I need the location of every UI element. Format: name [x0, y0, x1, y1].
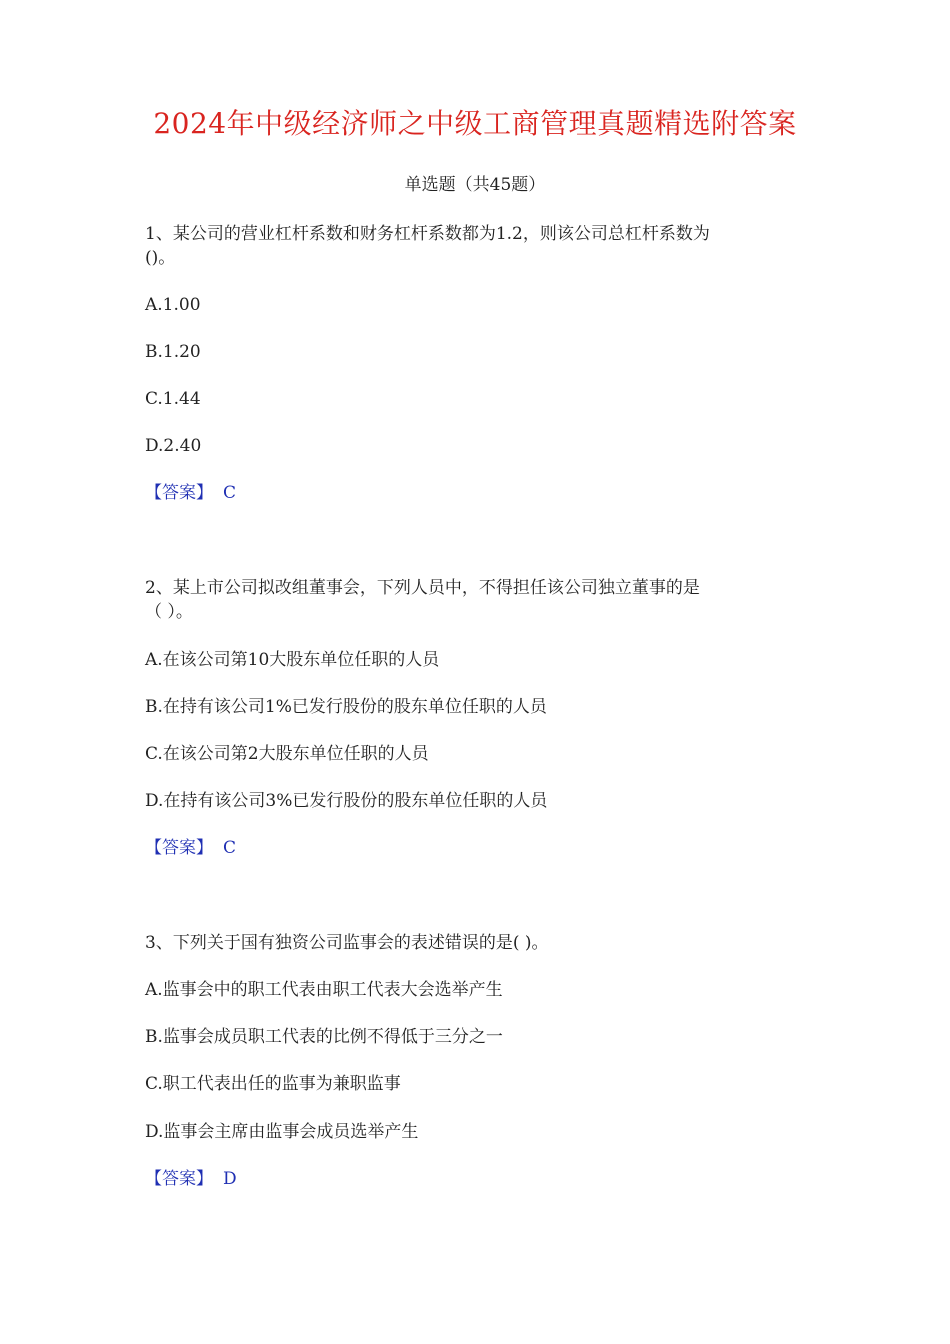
answer-value: D	[223, 1169, 237, 1189]
question-3-option-a: A.监事会中的职工代表由职工代表大会选举产生	[145, 980, 503, 1000]
question-3-stem-line-1: 3、下列关于国有独资公司监事会的表述错误的是( )。	[145, 933, 549, 953]
question-2-stem-line-2: （ ）。	[145, 602, 193, 622]
question-1-answer	[145, 481, 236, 505]
section-heading: 单选题（共45题）	[404, 175, 546, 195]
answer-label: 【答案】	[145, 483, 213, 503]
question-2-answer	[145, 836, 236, 860]
question-2-option-b: B.在持有该公司1%已发行股份的股东单位任职的人员	[145, 697, 547, 717]
question-1-option-c: C.1.44	[145, 389, 201, 409]
question-2-option-a: A.在该公司第10大股东单位任职的人员	[145, 650, 440, 670]
document-title: 2024年中级经济师之中级工商管理真题精选附答案	[153, 107, 797, 140]
question-1-option-b: B.1.20	[145, 342, 201, 362]
answer-label: 【答案】	[145, 1169, 213, 1189]
question-2-option-c: C.在该公司第2大股东单位任职的人员	[145, 744, 429, 764]
question-2-stem-line-1: 2、某上市公司拟改组董事会，下列人员中，不得担任该公司独立董事的是	[145, 578, 700, 598]
question-2-option-d: D.在持有该公司3%已发行股份的股东单位任职的人员	[145, 791, 548, 811]
question-3-option-d: D.监事会主席由监事会成员选举产生	[145, 1122, 419, 1142]
answer-value: C	[223, 838, 237, 858]
question-3-option-b: B.监事会成员职工代表的比例不得低于三分之一	[145, 1027, 503, 1047]
answer-label: 【答案】	[145, 838, 213, 858]
question-1-option-a: A.1.00	[145, 295, 201, 315]
question-1-stem-line-2: ()。	[145, 248, 176, 268]
answer-value: C	[223, 483, 237, 503]
question-3-answer	[145, 1167, 237, 1191]
question-1-option-d: D.2.40	[145, 436, 202, 456]
question-3-option-c: C.职工代表出任的监事为兼职监事	[145, 1074, 401, 1094]
question-1-stem-line-1: 1、某公司的营业杠杆系数和财务杠杆系数都为1.2，则该公司总杠杆系数为	[145, 224, 710, 244]
